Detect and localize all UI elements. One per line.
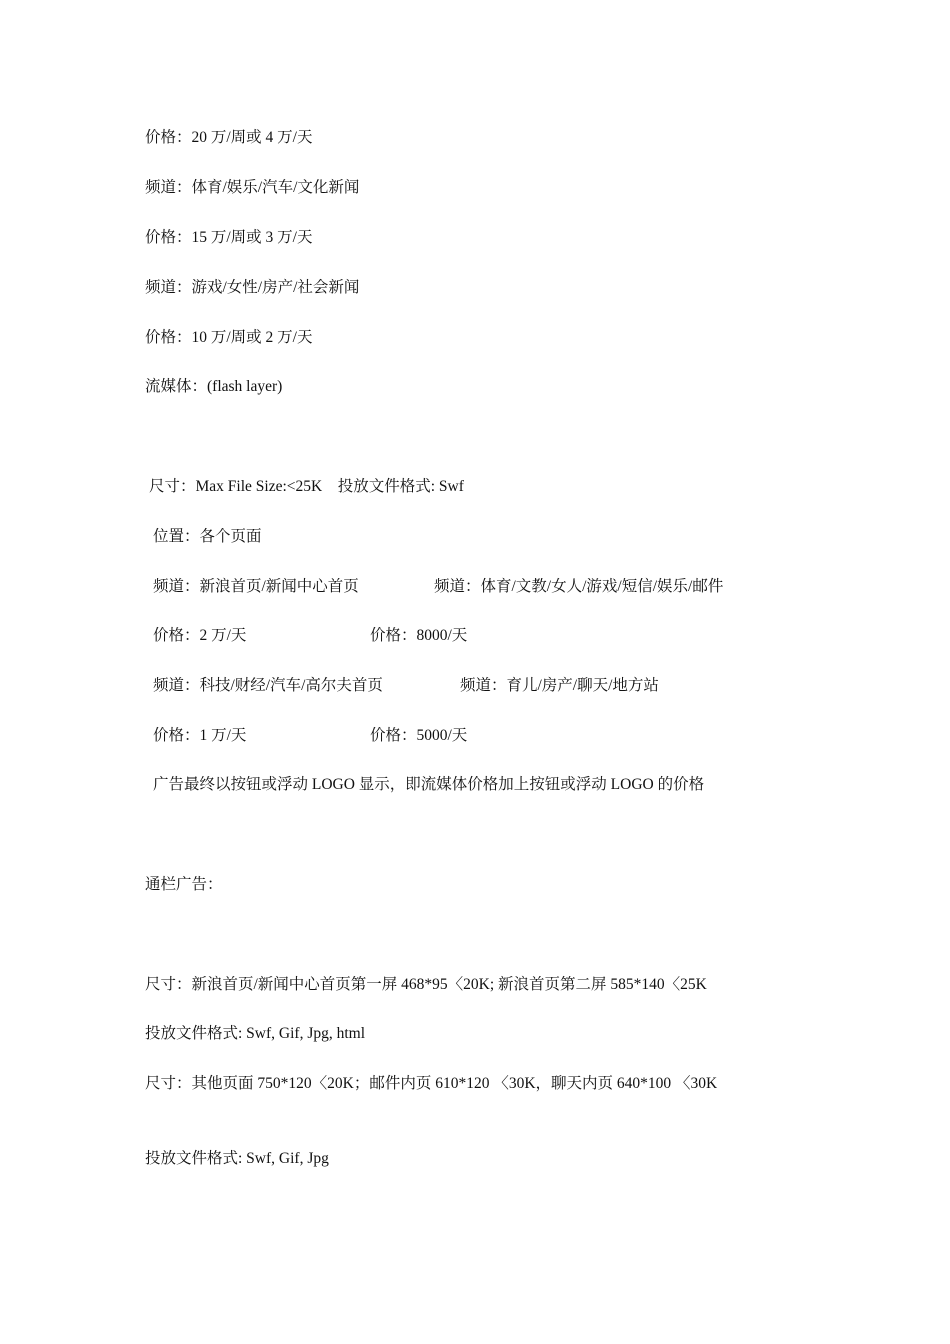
channel-line-2: 频道：游戏/女性/房产/社会新闻 — [145, 279, 360, 296]
price-line-3: 价格：10 万/周或 2 万/天 — [145, 329, 313, 346]
channel-line-right-1: 频道：体育/文教/女人/游戏/短信/娱乐/邮件 — [434, 578, 724, 595]
price-line-1: 价格：20 万/周或 4 万/天 — [145, 129, 313, 146]
channel-line-1: 频道：体育/娱乐/汽车/文化新闻 — [145, 179, 360, 196]
streaming-media-heading: 流媒体：(flash layer) — [145, 378, 283, 395]
banner-ad-heading: 通栏广告： — [145, 876, 223, 893]
banner-size-line-2: 尺寸：其他页面 750*120〈20K；邮件内页 610*120 〈30K，聊天内页 640*100 〈30K — [145, 1075, 718, 1092]
position-line: 位置：各个页面 — [153, 528, 262, 545]
price-line-right-1: 价格：8000/天 — [370, 627, 468, 644]
banner-format-line-2: 投放文件格式: Swf, Gif, Jpg — [145, 1150, 329, 1167]
channel-line-left-2: 频道：科技/财经/汽车/高尔夫首页 — [153, 677, 383, 694]
size-format-line: 尺寸：Max File Size:<25K 投放文件格式: Swf — [149, 478, 464, 495]
price-line-right-2: 价格：5000/天 — [370, 727, 468, 744]
price-line-left-2: 价格：1 万/天 — [153, 727, 247, 744]
channel-line-left-1: 频道：新浪首页/新闻中心首页 — [153, 578, 359, 595]
banner-format-line-1: 投放文件格式: Swf, Gif, Jpg, html — [145, 1025, 366, 1042]
banner-size-line-1: 尺寸：新浪首页/新闻中心首页第一屏 468*95〈20K; 新浪首页第二屏 585*140〈25K — [145, 976, 707, 993]
channel-line-right-2: 频道：育儿/房产/聊天/地方站 — [460, 677, 659, 694]
display-note-line: 广告最终以按钮或浮动 LOGO 显示，即流媒体价格加上按钮或浮动 LOGO 的价格 — [153, 776, 705, 793]
price-line-left-1: 价格：2 万/天 — [153, 627, 247, 644]
price-line-2: 价格：15 万/周或 3 万/天 — [145, 229, 313, 246]
